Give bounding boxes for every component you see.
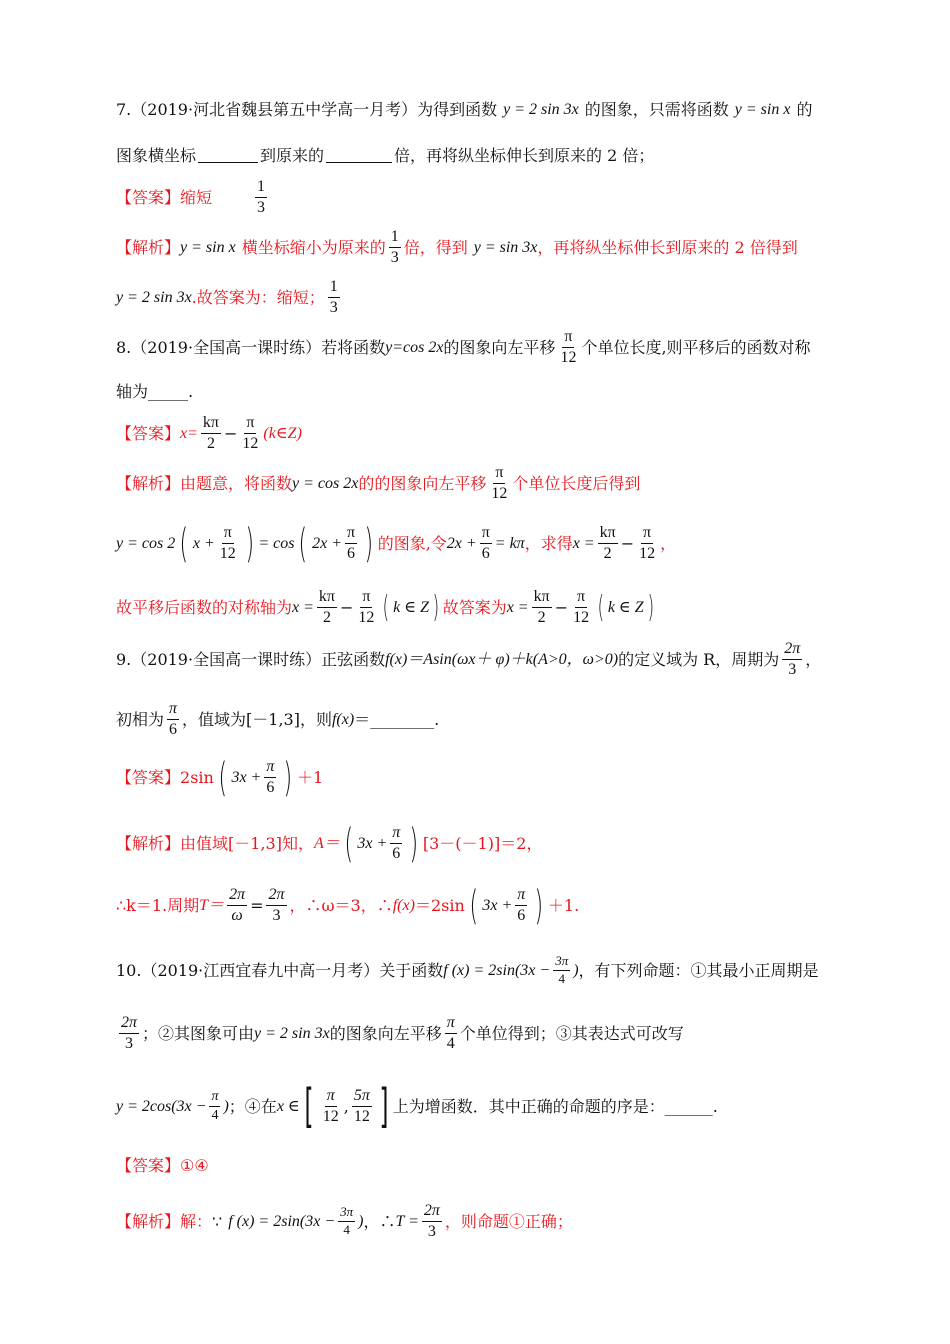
frac-den: 12 bbox=[219, 545, 236, 563]
q9-text: 初相为 bbox=[116, 710, 165, 730]
answer-label: 【答案】 bbox=[116, 188, 181, 208]
q8-analysis-2: y = cos 2 ( x + $\frac{\pi}{12}$ ) = cos ( 2x + $\frac{\pi}{6}$ ) 的图象,令 2x + $\frac{\pi}{6}$ = kπ ，求得 x = $\frac{k\pi}{2}$ − $\frac{\pi}{12}$ ， bbox=[116, 520, 677, 567]
q9-text: 正弦函数 bbox=[321, 650, 386, 670]
q9-answer-frac bbox=[264, 758, 276, 798]
q9-text: ，值域为[－1,3]，则 bbox=[182, 710, 332, 730]
q9-line-1 bbox=[116, 640, 850, 680]
q8-line-1 bbox=[116, 328, 850, 368]
frac-den: 6 bbox=[169, 721, 178, 739]
q9-source: （2019·全国高一课时练） bbox=[131, 650, 322, 670]
q9-analysis-text: f(x) bbox=[392, 897, 415, 915]
frac-num: 2π bbox=[422, 1202, 442, 1222]
q8-expr: x = bbox=[292, 599, 314, 617]
q10-func: f (x) = 2sin(3x − bbox=[228, 1213, 336, 1231]
q8-minus: − bbox=[554, 598, 569, 618]
frac-den: 2 bbox=[206, 435, 215, 453]
frac-num: π bbox=[562, 328, 574, 348]
q10-l2-frac bbox=[119, 1014, 139, 1054]
frac-num: 2π bbox=[227, 886, 247, 906]
q9-l2-frac-3 bbox=[515, 886, 527, 926]
frac-num: π bbox=[264, 758, 276, 778]
analysis-label: 【解析】 bbox=[116, 238, 181, 258]
q7-analysis-text: .故答案为：缩短； bbox=[191, 288, 325, 308]
q10-text: 上为增函数．其中正确的命题的序是：______. bbox=[392, 1097, 718, 1117]
q10-analysis-frac-2 bbox=[422, 1202, 442, 1242]
q8-analysis-text: 个单位长度后得到 bbox=[512, 474, 641, 494]
q8-answer-x: x= bbox=[180, 425, 198, 443]
q8-text: 轴为_____. bbox=[116, 382, 194, 401]
q10-line-2 bbox=[116, 1014, 850, 1054]
frac-num: π bbox=[445, 1014, 457, 1034]
frac-num: π bbox=[325, 1087, 337, 1107]
frac-den: 3 bbox=[390, 249, 399, 267]
frac-den: 2 bbox=[537, 609, 546, 627]
q10-func: y = 2cos(3x − bbox=[116, 1098, 207, 1116]
q8-text: 的图象向左平移 bbox=[443, 338, 556, 358]
frac-num: 2π bbox=[266, 886, 286, 906]
frac-num: 5π bbox=[352, 1087, 372, 1107]
frac-num: 2π bbox=[782, 640, 802, 660]
q9-analysis-text: ＋1. bbox=[547, 896, 580, 916]
frac-num: π bbox=[515, 886, 527, 906]
analysis-label: 【解析】 bbox=[116, 834, 181, 854]
q7-analysis-2 bbox=[116, 278, 850, 318]
frac-num: 1 bbox=[328, 278, 340, 298]
q7-func2: y = sin x bbox=[734, 101, 791, 118]
frac-num: π bbox=[575, 588, 587, 608]
frac-den: 6 bbox=[481, 545, 490, 563]
frac-den: 2 bbox=[603, 545, 612, 563]
q9-text: ＝________. bbox=[354, 710, 440, 730]
q8-analysis-text: 的的图象向左平移 bbox=[358, 474, 487, 494]
q8-line-2 bbox=[116, 382, 850, 401]
q10-line-3: y = 2cos(3x − $\frac{\pi}{4}$ ) ；④在 x ∈ [ $\frac{\pi}{12}$ , $\frac{5\pi}{12}$ ] 上为增函数．其中正确的命题的序是：______. bbox=[116, 1079, 718, 1133]
frac-num: 3π bbox=[338, 1205, 355, 1222]
q9-answer: 【答案】 2sin ( 3x + $\frac{\pi}{6}$ ) ＋1 bbox=[116, 754, 324, 801]
frac-num: kπ bbox=[317, 588, 337, 608]
frac-num: π bbox=[209, 1089, 220, 1107]
q9-analysis-text: ＝2sin bbox=[414, 896, 465, 916]
q10-analysis-frac bbox=[338, 1205, 355, 1238]
q7-number: 7. bbox=[116, 100, 132, 119]
q8-answer-frac-1 bbox=[201, 414, 221, 454]
q8-analysis-func: y = cos 2x bbox=[292, 475, 359, 493]
frac-den: 12 bbox=[573, 609, 590, 627]
q8-answer bbox=[116, 414, 850, 454]
q8-expr: x = bbox=[506, 599, 529, 617]
q9-l2-frac-2 bbox=[266, 886, 286, 926]
q10-text: 关于函数 bbox=[379, 960, 444, 980]
q8-expr: x = bbox=[572, 535, 595, 553]
q7-line-1 bbox=[116, 100, 850, 119]
q7-analysis-text: 倍，得到 bbox=[403, 238, 468, 258]
q10-func: f (x) = 2sin(3x − bbox=[443, 961, 551, 979]
frac-den: 6 bbox=[266, 779, 275, 797]
q8-expr: 2x + bbox=[446, 535, 477, 553]
q7-analysis-func: y = 2 sin 3x bbox=[116, 289, 192, 307]
q10-text: ，有下列命题：①其最小正周期是 bbox=[578, 960, 819, 980]
q9-text: 的定义域为 R，周期为 bbox=[618, 650, 780, 670]
q8-l3-frac-4 bbox=[571, 588, 591, 628]
frac-num: 1 bbox=[389, 228, 401, 248]
frac-den: 4 bbox=[446, 1035, 455, 1053]
q9-analysis-text: [3－(－1)]＝2， bbox=[422, 834, 543, 854]
q8-expr: k ∈ Z bbox=[607, 599, 644, 617]
q9-expr: 3x + bbox=[357, 835, 388, 853]
q10-analysis-text: ，则命题①正确； bbox=[444, 1212, 573, 1232]
q10-analysis-text: 解： bbox=[180, 1212, 213, 1232]
answer-label: 【答案】 bbox=[116, 768, 181, 788]
q10-func: y = 2 sin 3x bbox=[254, 1025, 330, 1043]
frac-den: 12 bbox=[560, 349, 577, 367]
q8-analysis-text: 由题意，将函数 bbox=[180, 474, 293, 494]
q8-source: （2019·全国高一课时练） bbox=[131, 338, 322, 358]
q9-func: f(x)＝Asin(ωx＋ φ)＋k(A>0，ω>0) bbox=[385, 651, 619, 669]
frac-den: 6 bbox=[347, 545, 356, 563]
q8-expr: 2x + bbox=[312, 535, 342, 553]
q7-text: 倍，再将纵坐标伸长到原来的 2 倍； bbox=[394, 146, 655, 165]
frac-den: 12 bbox=[353, 1108, 370, 1126]
q8-analysis-text: ， bbox=[660, 534, 677, 554]
q10-func-frac bbox=[553, 954, 570, 987]
q10-func: ) bbox=[573, 961, 579, 979]
frac-num: π bbox=[360, 588, 372, 608]
q8-analysis-text: ，求得 bbox=[524, 534, 573, 554]
analysis-label: 【解析】 bbox=[116, 1212, 181, 1232]
q7-answer-frac bbox=[255, 178, 267, 218]
frac-num: π bbox=[390, 824, 402, 844]
frac-den: 12 bbox=[358, 609, 375, 627]
q9-phase-frac bbox=[167, 700, 179, 740]
q10-text: 个单位得到；③其表达式可改写 bbox=[459, 1024, 684, 1044]
q8-expr: x + bbox=[192, 535, 215, 553]
q10-text: 的图象向左平移 bbox=[329, 1024, 442, 1044]
q10-l3-frac bbox=[209, 1089, 220, 1124]
q8-answer-tail: (k∈Z) bbox=[263, 425, 302, 443]
q10-analysis-text: ∵ bbox=[212, 1212, 223, 1232]
frac-den: 4 bbox=[343, 1222, 350, 1238]
q10-l3-frac-1 bbox=[321, 1087, 341, 1127]
q9-expr: 3x + bbox=[231, 769, 262, 787]
frac-num: π bbox=[480, 524, 492, 544]
frac-num: kπ bbox=[532, 588, 552, 608]
q7-func1: y = 2 sin 3x bbox=[503, 101, 579, 118]
q9-period-frac bbox=[782, 640, 802, 680]
q8-l3-frac-2 bbox=[356, 588, 376, 628]
frac-den: ω bbox=[231, 907, 243, 925]
frac-den: 4 bbox=[558, 970, 565, 986]
q9-expr: 3x + bbox=[482, 897, 513, 915]
frac-num: π bbox=[167, 700, 179, 720]
q10-text: , bbox=[343, 1097, 349, 1117]
q9-analysis-1: 【解析】 由值域[－1,3]知， A＝ ( 3x + $\frac{\pi}{6}$ ) [3－(－1)]＝2， bbox=[116, 820, 543, 867]
q7-source: （2019·河北省魏县第五中学高一月考） bbox=[131, 100, 418, 119]
frac-num: 1 bbox=[255, 178, 267, 198]
q7-text: 为得到函数 bbox=[417, 100, 498, 119]
q8-minus: − bbox=[340, 598, 354, 618]
q8-analysis-1 bbox=[116, 464, 850, 504]
q8-minus: − bbox=[224, 424, 238, 444]
q7-blank-1 bbox=[198, 148, 258, 163]
q7-analysis-func: y = sin 3x bbox=[473, 239, 538, 257]
frac-den: 3 bbox=[257, 199, 266, 217]
frac-den: 12 bbox=[322, 1108, 339, 1126]
answer-label: 【答案】 bbox=[116, 1156, 181, 1175]
analysis-label: 【解析】 bbox=[116, 474, 181, 494]
q10-func: T = bbox=[395, 1213, 419, 1231]
q10-analysis-1 bbox=[116, 1202, 850, 1242]
q7-line-2 bbox=[116, 146, 850, 165]
q8-minus: − bbox=[620, 534, 635, 554]
q9-analysis-text: 由值域[－1,3]知， bbox=[180, 834, 314, 854]
q7-analysis-frac bbox=[389, 228, 401, 268]
q10-l2-frac-2 bbox=[445, 1014, 457, 1054]
q10-text: ；④在 bbox=[228, 1097, 277, 1117]
q10-line-1 bbox=[116, 954, 850, 987]
q9-expr: = bbox=[250, 896, 264, 916]
q10-answer bbox=[116, 1156, 850, 1175]
q7-text: 的图象，只需将函数 bbox=[584, 100, 729, 119]
q10-l3-frac-2 bbox=[352, 1087, 372, 1127]
q9-analysis-text: T＝ bbox=[199, 897, 225, 915]
frac-num: π bbox=[345, 524, 357, 544]
q9-number: 9. bbox=[116, 650, 132, 670]
q10-source: （2019·江西宜春九中高一月考） bbox=[141, 960, 380, 980]
q8-expr: = kπ bbox=[494, 535, 525, 553]
q9-answer-text: ＋1 bbox=[296, 768, 324, 788]
q8-analysis-frac bbox=[489, 464, 509, 504]
frac-den: 3 bbox=[329, 299, 338, 317]
q8-l2-frac-4 bbox=[598, 524, 618, 564]
q9-answer-text: 2sin bbox=[180, 768, 214, 788]
frac-num: π bbox=[493, 464, 505, 484]
q9-analysis-text: ∴k＝1.周期 bbox=[116, 896, 200, 916]
q7-analysis-text: ，再将纵坐标伸长到原来的 2 倍得到 bbox=[537, 238, 798, 258]
q8-expr: k ∈ Z bbox=[393, 599, 429, 617]
q8-l3-frac-1 bbox=[317, 588, 337, 628]
frac-den: 3 bbox=[788, 661, 797, 679]
q8-l2-frac-3 bbox=[480, 524, 492, 564]
q8-expr: = cos bbox=[258, 535, 295, 553]
q10-func: x ∈ bbox=[276, 1098, 300, 1116]
q7-blank-2 bbox=[326, 148, 392, 163]
frac-den: 12 bbox=[242, 435, 259, 453]
q9-analysis-frac bbox=[390, 824, 402, 864]
q8-analysis-text: 故平移后函数的对称轴为 bbox=[116, 598, 293, 618]
q7-answer-word: 缩短 bbox=[180, 188, 213, 208]
q10-answer-text: ①④ bbox=[180, 1156, 209, 1175]
q7-answer bbox=[116, 178, 850, 218]
q10-analysis-text: ，∴ bbox=[363, 1212, 396, 1232]
q9-analysis-text: A＝ bbox=[313, 835, 340, 853]
q9-line-2 bbox=[116, 700, 850, 740]
q9-text: ， bbox=[805, 650, 822, 670]
q8-number: 8. bbox=[116, 338, 132, 358]
q10-number: 10. bbox=[116, 960, 142, 980]
q8-analysis-text: 的图象,令 bbox=[377, 534, 447, 554]
frac-den: 3 bbox=[125, 1035, 133, 1053]
frac-den: 2 bbox=[322, 609, 331, 627]
q8-analysis-text: 故答案为 bbox=[442, 598, 507, 618]
q7-analysis-text: 横坐标缩小为原来的 bbox=[241, 238, 386, 258]
frac-den: 3 bbox=[427, 1223, 436, 1241]
q8-frac bbox=[558, 328, 578, 368]
q8-analysis-3: 故平移后函数的对称轴为 x = $\frac{k\pi}{2}$ − $\frac{\pi}{12}$ ( k ∈ Z ) 故答案为 x = $\frac{k\pi}{2}$ − $\frac{\pi}{12}$ ( k ∈ Z ) bbox=[116, 588, 654, 627]
frac-num: kπ bbox=[201, 414, 221, 434]
frac-den: 4 bbox=[211, 1108, 219, 1124]
q9-analysis-2: ∴k＝1.周期 T＝ $\frac{2\pi}{\omega}$ = $\frac{2\pi}{3}$ ，∴ω＝3，∴ f(x) ＝2sin ( 3x + $\frac{\pi}{6}$ ) ＋1. bbox=[116, 882, 580, 929]
q8-expr: y = cos 2 bbox=[116, 535, 176, 553]
q8-text: 若将函数 bbox=[321, 338, 386, 358]
frac-num: kπ bbox=[598, 524, 618, 544]
q10-func: ) bbox=[358, 1213, 364, 1231]
q8-l2-frac-2 bbox=[345, 524, 357, 564]
q9-func: f(x) bbox=[331, 711, 355, 729]
frac-num: π bbox=[222, 524, 234, 544]
q10-func: ) bbox=[223, 1098, 229, 1116]
frac-den: 12 bbox=[491, 485, 508, 503]
frac-den: 6 bbox=[392, 845, 401, 863]
q8-func: y=cos 2x bbox=[385, 339, 444, 357]
q7-text: 图象横坐标 bbox=[116, 146, 197, 165]
frac-num: π bbox=[641, 524, 653, 544]
frac-num: 2π bbox=[119, 1014, 139, 1034]
q7-analysis-frac2 bbox=[328, 278, 340, 318]
q8-l2-frac-5 bbox=[637, 524, 657, 564]
q8-answer-frac-2 bbox=[240, 414, 260, 454]
q7-text: 的 bbox=[796, 100, 813, 119]
answer-label: 【答案】 bbox=[116, 424, 181, 444]
q7-analysis-1 bbox=[116, 228, 850, 268]
q7-text: 到原来的 bbox=[260, 146, 325, 165]
frac-den: 3 bbox=[272, 907, 281, 925]
q7-analysis-func: y = sin x bbox=[180, 239, 236, 257]
q9-l2-frac-1 bbox=[227, 886, 247, 926]
q8-l2-frac-1 bbox=[218, 524, 238, 564]
q8-l3-frac-3 bbox=[532, 588, 552, 628]
frac-den: 12 bbox=[639, 545, 656, 563]
frac-num: π bbox=[244, 414, 256, 434]
q8-text: 个单位长度,则平移后的函数对称 bbox=[581, 338, 811, 358]
frac-den: 6 bbox=[517, 907, 526, 925]
q10-text: ；②其图象可由 bbox=[142, 1024, 255, 1044]
frac-num: 3π bbox=[553, 954, 570, 971]
q9-analysis-text: ，∴ω＝3，∴ bbox=[289, 896, 393, 916]
